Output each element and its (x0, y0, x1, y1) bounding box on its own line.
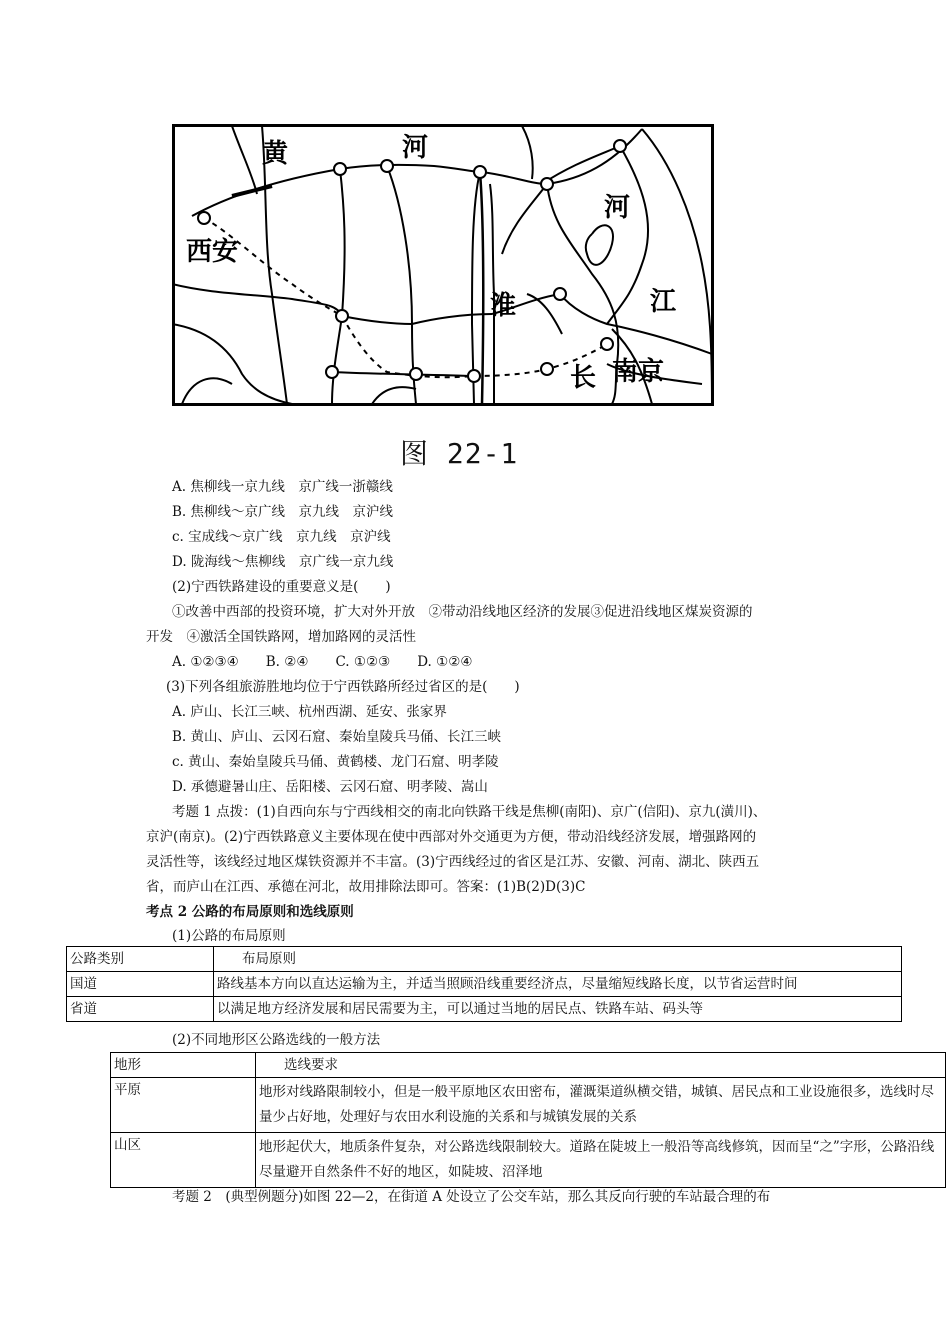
q3-stem: (3)下列各组旅游胜地均位于宁西铁路所经过省区的是( ) (166, 679, 520, 695)
q1-option-c: c. 宝成线～京广线 京九线 京沪线 (172, 529, 391, 545)
station-2 (381, 160, 393, 172)
station-3 (474, 166, 486, 178)
table2-cell: 地形对线路限制较小，但是一般平原地区农田密布，灌溉渠道纵横交错，城镇、居民点和工业设施很多，选线时尽量少占好地，处理好与农田水利设施的关系和与城镇发展的关系 (256, 1078, 946, 1133)
map-label-he1: 河 (402, 133, 429, 163)
map-label-huai: 淮 (490, 291, 517, 321)
table-row (111, 1053, 946, 1078)
q1-option-b: B. 焦柳线～京广线 京九线 京沪线 (172, 504, 394, 520)
station-1 (334, 163, 346, 175)
q3-option-b: B. 黄山、庐山、云冈石窟、秦始皇陵兵马俑、长江三峡 (172, 729, 502, 745)
route-selection-table (110, 1052, 946, 1188)
map-label-huang: 黄 (262, 139, 289, 169)
station-10 (468, 370, 480, 382)
station-5 (614, 140, 626, 152)
station-8 (326, 366, 338, 378)
station-6 (336, 310, 348, 322)
q3-option-a: A. 庐山、长江三峡、杭州西湖、延安、张家界 (172, 704, 447, 720)
hint1-line1: 考题 1 点拨：(1)自西向东与宁西线相交的南北向铁路干线是焦柳(南阳)、京广(信阳)、京九(潢川)、 (172, 804, 767, 820)
map-label-xian: 西安 (186, 237, 239, 267)
hint1-line2: 京沪(南京)。(2)宁西铁路意义主要体现在使中西部对外交通更为方便，带动沿线经济发展，增强路网的 (146, 829, 757, 845)
table1-header-category: 公路类别 (67, 947, 214, 972)
station-xian (198, 212, 210, 224)
station-9 (410, 368, 422, 380)
station-11 (541, 363, 553, 375)
table2-header-requirement: 选线要求 (256, 1053, 946, 1078)
table2-cell: 地形起伏大，地质条件复杂，对公路选线限制较大。道路在陡坡上一般沿等高线修筑，因而呈“之”字形，公路沿线尽量避开自然条件不好的地区，如陡坡、沼泽地 (256, 1133, 946, 1188)
q1-option-d: D. 陇海线～焦柳线 京广线一京九线 (172, 554, 394, 570)
section2-heading: 考点 2 公路的布局原则和选线原则 (146, 904, 354, 920)
highway-layout-table (66, 946, 902, 1022)
station-4 (541, 178, 553, 190)
question2-next: 考题 2 (典型例题分)如图 22—2，在街道 A 处设立了公交车站，那么其反向行驶的车站最合理的布 (172, 1189, 771, 1205)
station-nanjing (601, 338, 613, 350)
table2-cell: 平原 (111, 1078, 256, 1133)
hint1-line3: 灵活性等，该线经过地区煤铁资源并不丰富。(3)宁西线经过的省区是江苏、安徽、河南、湖北、陕西五 (146, 854, 760, 870)
table1-cell: 国道 (67, 972, 214, 997)
hint1-line4: 省，而庐山在江西、承德在河北，故用排除法即可。答案：(1)B(2)D(3)C (146, 879, 586, 895)
table1-cell: 省道 (67, 997, 214, 1022)
railway-map (172, 124, 714, 406)
section2-sub2: (2)不同地形区公路选线的一般方法 (172, 1032, 381, 1048)
table1-cell: 以满足地方经济发展和居民需要为主，可以通过当地的居民点、铁路车站、码头等 (214, 997, 902, 1022)
table-row (111, 1078, 946, 1133)
map-label-jiang: 江 (650, 287, 677, 317)
q3-option-c: c. 黄山、秦始皇陵兵马俑、黄鹤楼、龙门石窟、明孝陵 (172, 754, 499, 770)
table-row (67, 947, 902, 972)
table1-header-principle: 布局原则 (214, 947, 902, 972)
table2-header-terrain: 地形 (111, 1053, 256, 1078)
table2-cell: 山区 (111, 1133, 256, 1188)
q3-option-d: D. 承德避暑山庄、岳阳楼、云冈石窟、明孝陵、嵩山 (172, 779, 488, 795)
map-label-chang: 长 (570, 363, 597, 393)
section2-sub1: (1)公路的布局原则 (172, 928, 286, 944)
q2-options: A. ①②③④ B. ②④ C. ①②③ D. ①②④ (172, 654, 473, 670)
table-row (111, 1133, 946, 1188)
table1-cell: 路线基本方向以直达运输为主，并适当照顾沿线重要经济点，尽量缩短线路长度，以节省运营时间 (214, 972, 902, 997)
q1-option-a: A. 焦柳线一京九线 京广线一浙赣线 (172, 479, 393, 495)
q2-stem: (2)宁西铁路建设的重要意义是( ) (172, 579, 391, 595)
table-row (67, 997, 902, 1022)
q2-items-line1: ①改善中西部的投资环境，扩大对外开放 ②带动沿线地区经济的发展③促进沿线地区煤炭资源的 (172, 604, 753, 620)
q2-items-line2: 开发 ④激活全国铁路网，增加路网的灵活性 (146, 629, 416, 645)
figure-caption: 图 22-1 (400, 437, 519, 470)
station-7 (554, 288, 566, 300)
map-label-nanjing: 南京 (612, 357, 665, 387)
table-row (67, 972, 902, 997)
map-label-he2: 河 (604, 193, 631, 223)
